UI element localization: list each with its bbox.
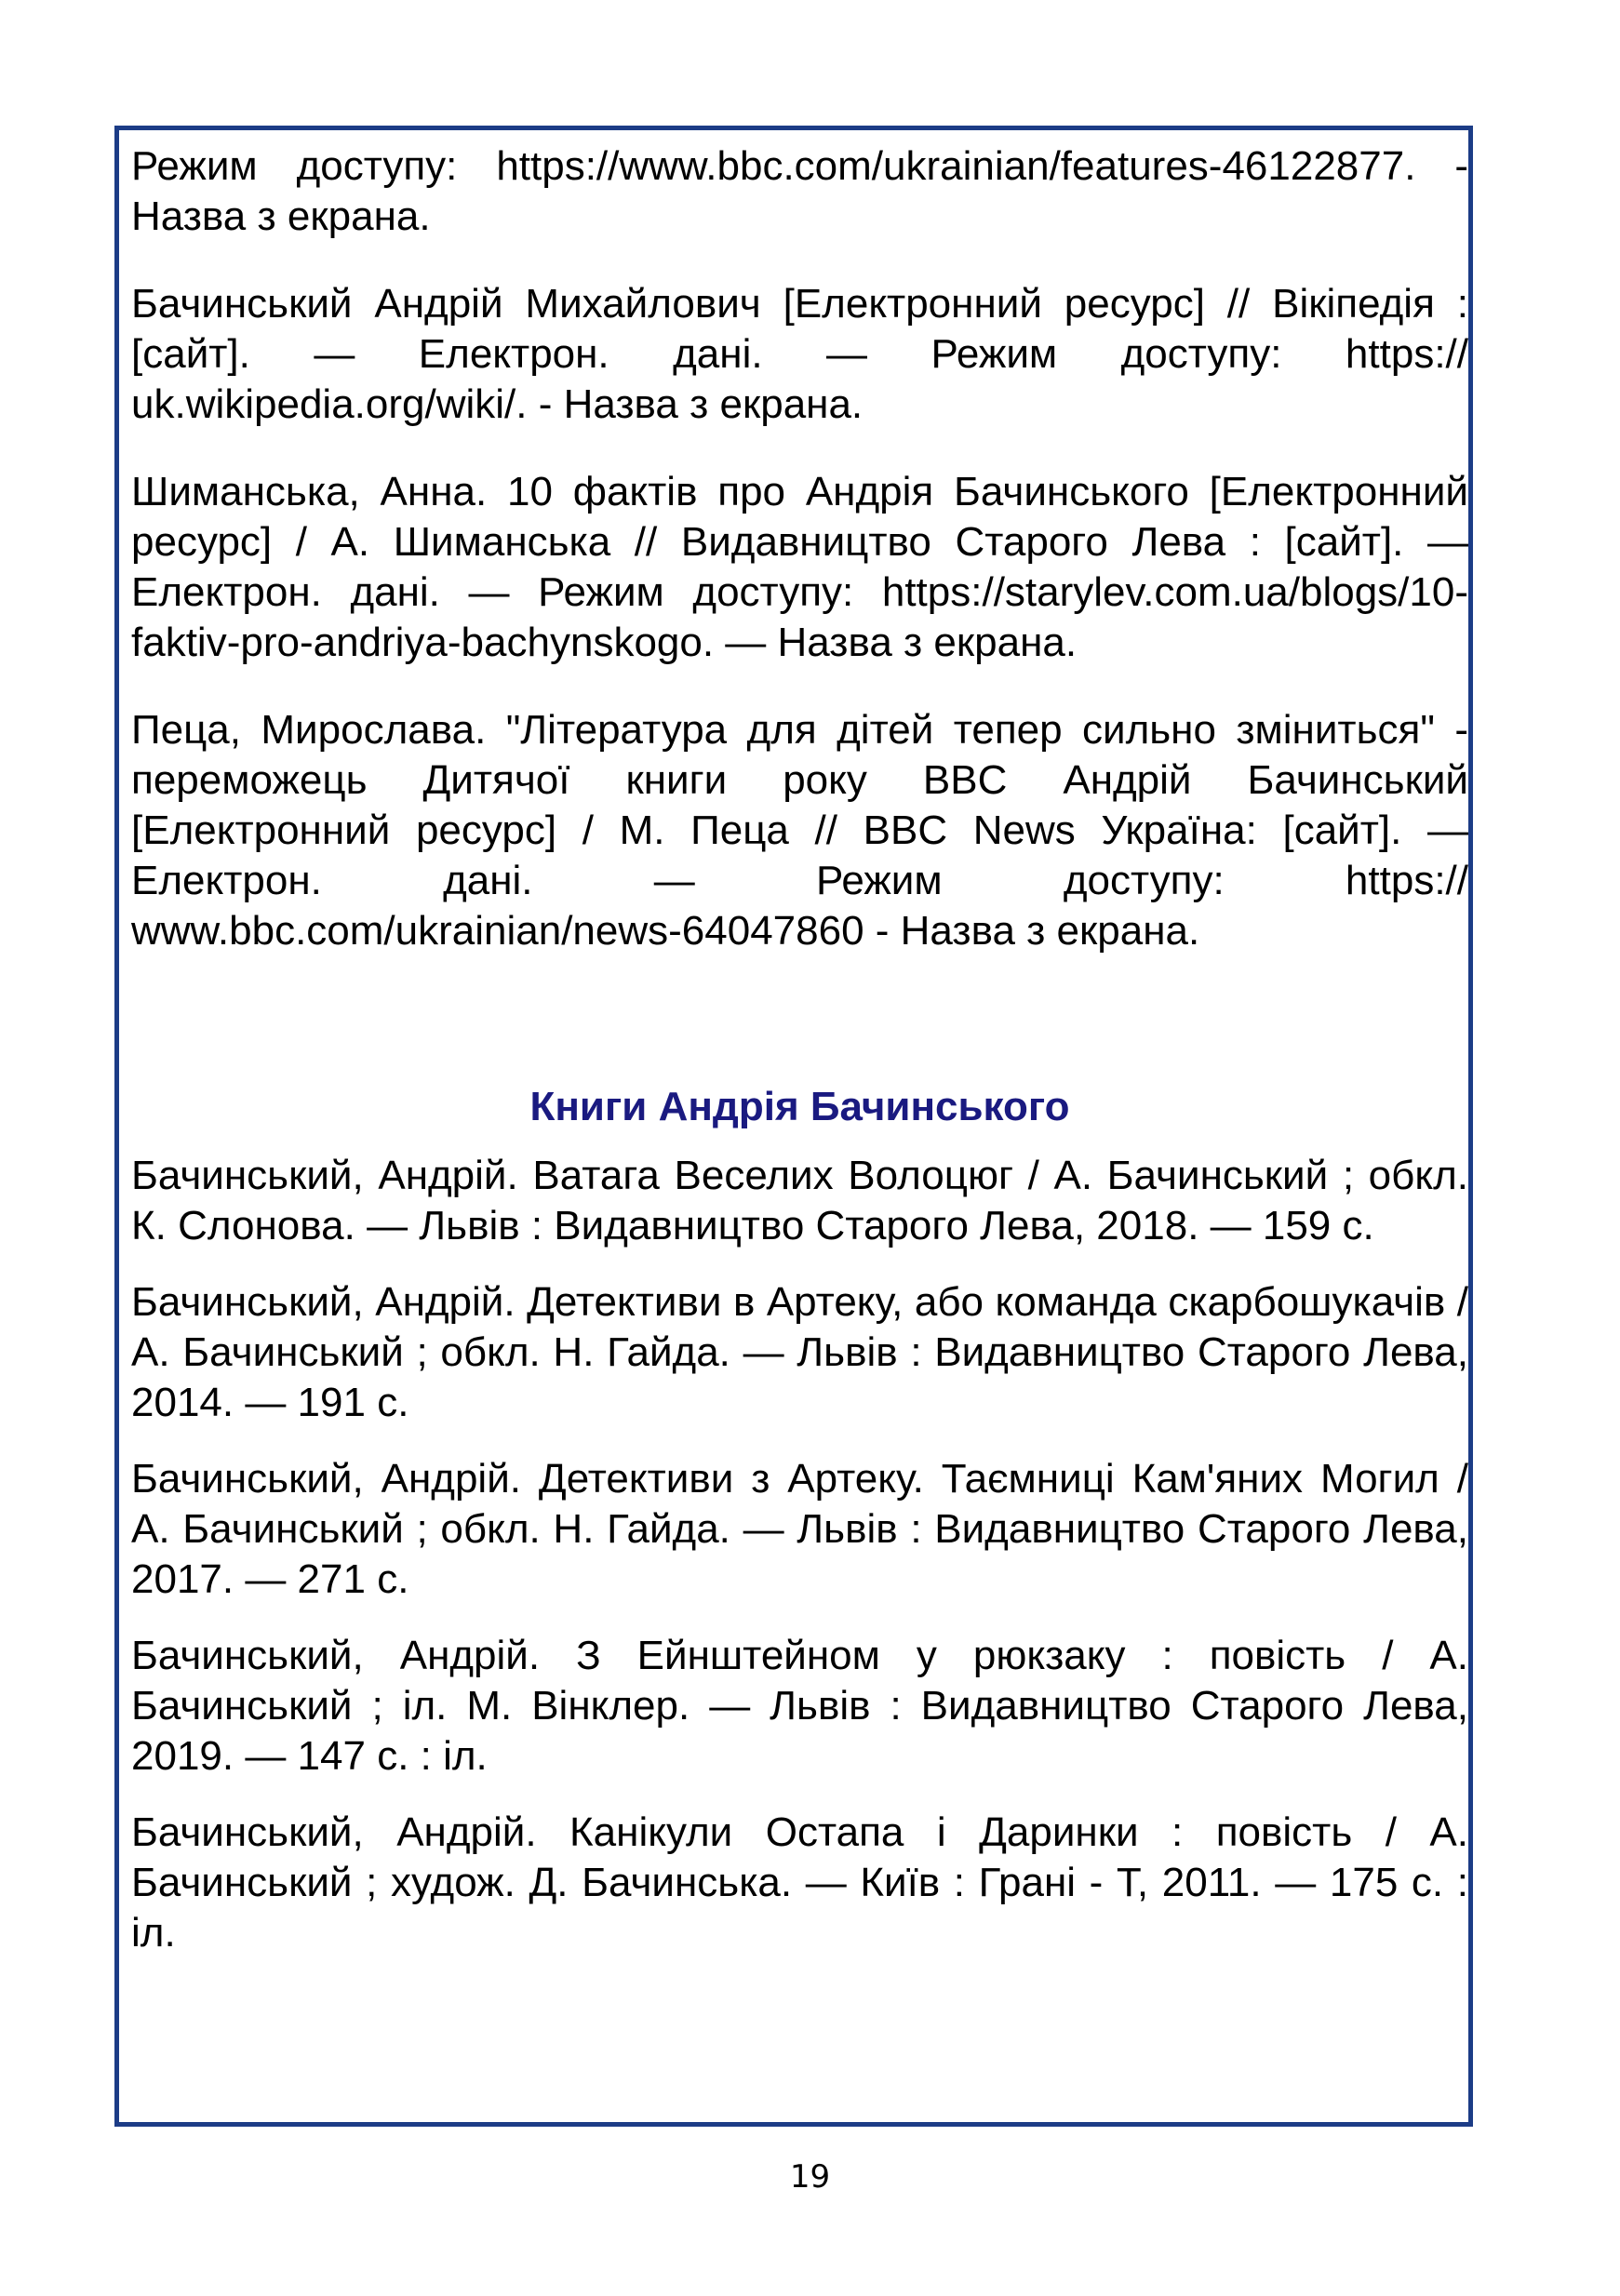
book-entry: Бачинський, Андрій. З Ейнштейном у рюкзаку : повість / А. Бачинський ; іл. М. Вінклер. — Львів : Видавництво Старого Лева, 2019. — 147 с. : іл. xyxy=(131,1633,1468,1779)
book-entry: Бачинський, Андрій. Детективи в Артеку, або команда скарбошукачів / А. Бачинський ; обкл. Н. Гайда. — Львів : Видавництво Старого Лева, 2014. — 191 с. xyxy=(131,1279,1468,1425)
section-title-books: Книги Андрія Бачинського xyxy=(529,1084,1070,1129)
page-content xyxy=(131,141,1468,1984)
book-entry: Бачинський, Андрій. Детективи з Артеку. Таємниці Кам'яних Могил / А. Бачинський ; обкл. Н. Гайда. — Львів : Видавництво Старого Лева, 2017. — 271 с. xyxy=(131,1456,1468,1602)
source-entry: Режим доступу: https://www.bbc.com/ukrainian/features-46122877. - Назва з екрана. xyxy=(131,143,1468,239)
source-entry: Шиманська, Анна. 10 фактів про Андрія Бачинського [Електронний ресурс] / А. Шиманська // Видавництво Старого Лева : [сайт]. — Електрон. дані. — Режим доступу: https://​starylev.com.ua/blogs/10-faktiv-pro-andriya-bachynskogo. — Назва з екрана. xyxy=(131,469,1468,665)
source-entry: Бачинський Андрій Михайлович [Електронний ресурс] // Вікіпедія : [сайт]. — Електрон. дані. — Режим доступу: https://​uk.wikipedia.org/wiki/. - Назва з екрана. xyxy=(131,281,1468,427)
book-entry: Бачинський, Андрій. Канікули Остапа і Даринки : повість / А. Бачинський ; худож. Д. Бачинська. — Київ : Грані - Т, 2011. — 175 с. : іл. xyxy=(131,1809,1468,1956)
source-entry: Пеца, Мирослава. "Література для дітей тепер сильно зміниться" - переможець Дитячої книги року BBC Андрій Бачинський [Електронний ресурс] / М. Пеца // BBC News Україна: [сайт]. — Електрон. дані. — Режим доступу: https://​www.bbc.com/ukrainian/news-64047860 - Назва з екрана. xyxy=(131,707,1468,954)
books-list xyxy=(131,1151,1468,1958)
book-entry: Бачинський, Андрій. Ватага Веселих Волоцюг / А. Бачинський ; обкл. К. Слонова. — Львів : Видавництво Старого Лева, 2018. — 159 с. xyxy=(131,1153,1468,1248)
page-number: 19 xyxy=(789,2158,831,2196)
electronic-sources-list xyxy=(131,141,1468,956)
